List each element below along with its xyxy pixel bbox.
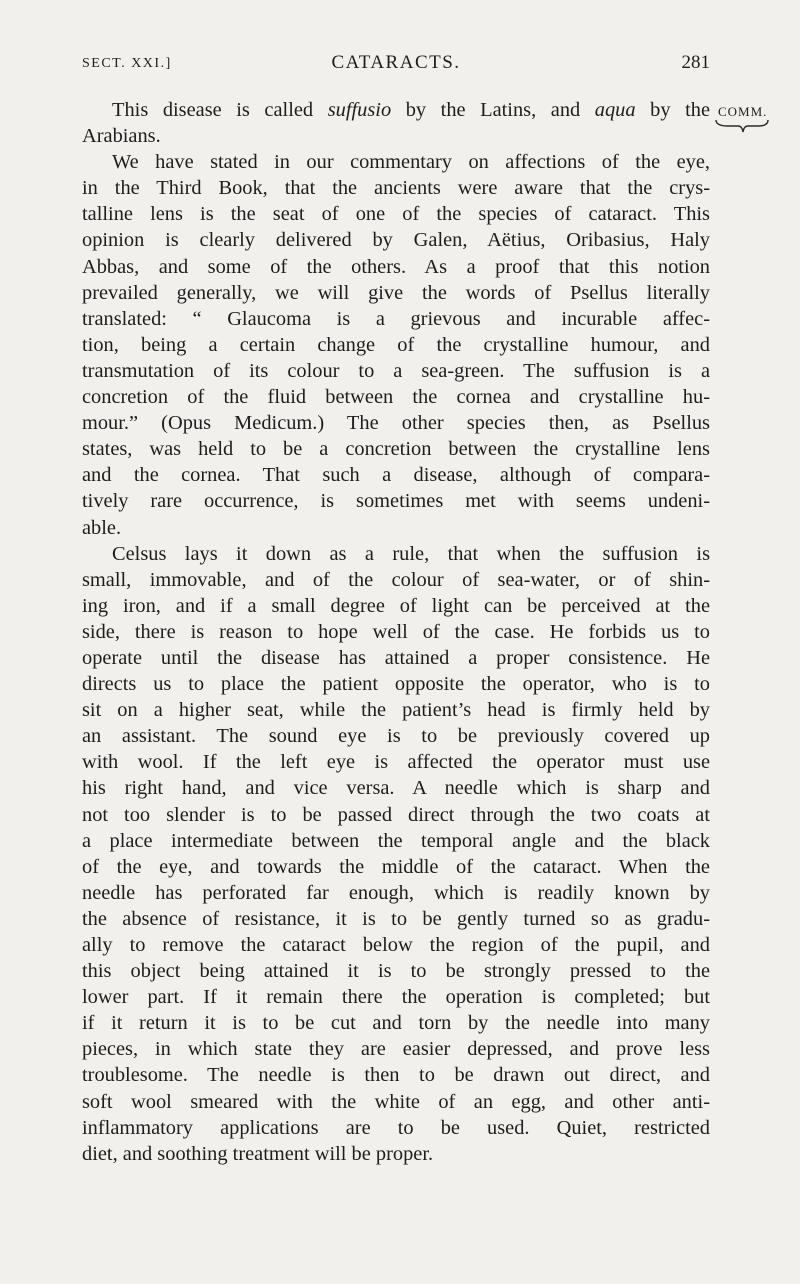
text-line — [82, 567, 710, 593]
text-run: by the Latins, and — [391, 99, 595, 121]
text-run: directs us to place the patient opposite the operator, who is to — [82, 673, 710, 696]
text-line — [82, 671, 710, 697]
text-line — [82, 280, 710, 306]
text-run: Arabians. — [82, 125, 161, 148]
text-line — [82, 123, 710, 149]
italic-term: aqua — [594, 99, 636, 121]
text-run: not too slender is to be passed direct through the two coats at — [82, 803, 710, 826]
text-line — [82, 723, 710, 749]
margin-note: COMM. — [718, 104, 768, 119]
page-number: 281 — [681, 52, 710, 73]
text-run: this object being attained it is to be strongly pressed to the — [82, 960, 710, 983]
text-run: soft wool smeared with the white of an egg, and other anti- — [82, 1090, 710, 1113]
italic-term: suffusio — [327, 99, 392, 121]
text-line — [82, 515, 710, 541]
text-line — [82, 697, 710, 723]
text-line — [82, 254, 710, 280]
text-run: pieces, in which state they are easier depressed, and prove less — [82, 1038, 710, 1061]
text-line — [82, 1115, 710, 1141]
text-run: opinion is clearly delivered by Galen, Aëtius, Oribasius, Haly — [82, 229, 710, 252]
text-run: ing iron, and if a small degree of light can be perceived at the — [82, 594, 710, 617]
text-run: with wool. If the left eye is affected the operator must use — [82, 751, 710, 774]
body-text — [82, 97, 710, 1167]
text-line — [82, 149, 710, 175]
text-run: if it return it is to be cut and torn by the needle into many — [82, 1012, 710, 1035]
text-run: lower part. If it remain there the operation is completed; but — [82, 986, 710, 1009]
text-line — [82, 175, 710, 201]
section-marker: SECT. XXI.] — [82, 56, 172, 71]
text-run: of the eye, and towards the middle of the cataract. When the — [82, 855, 710, 878]
text-line — [82, 906, 710, 932]
text-line — [82, 802, 710, 828]
text-line — [82, 932, 710, 958]
text-line — [82, 488, 710, 514]
text-run: diet, and soothing treatment will be proper. — [82, 1142, 434, 1165]
text-line — [82, 1036, 710, 1062]
text-run: Abbas, and some of the others. As a proof that this notion — [82, 255, 710, 278]
text-run: prevailed generally, we will give the words of Psellus literally — [82, 281, 710, 304]
text-run: We have stated in our commentary on affections of the eye, — [112, 151, 710, 174]
text-run: mour.” (Opus Medicum.) The other species then, as Psellus — [82, 412, 710, 435]
text-run: his right hand, and vice versa. A needle which is sharp and — [82, 777, 710, 800]
text-run: in the Third Book, that the ancients were aware that the crys- — [82, 177, 710, 200]
text-line — [82, 775, 710, 801]
text-run: small, immovable, and of the colour of sea-water, or of shin- — [82, 568, 710, 591]
text-line — [82, 1141, 710, 1167]
text-line — [82, 541, 710, 567]
text-line — [82, 384, 710, 410]
text-line — [82, 97, 710, 123]
text-line — [82, 201, 710, 227]
text-run: the absence of resistance, it is to be gently turned so as gradu- — [82, 907, 710, 930]
text-line — [82, 436, 710, 462]
text-line — [82, 828, 710, 854]
text-run: a place intermediate between the temporal angle and the black — [82, 829, 710, 852]
text-run: ally to remove the cataract below the region of the pupil, and — [82, 934, 710, 956]
text-run: an assistant. The sound eye is to be previously covered up — [82, 725, 710, 748]
text-line — [82, 593, 710, 619]
text-line — [82, 1089, 710, 1115]
text-run: tion, being a certain change of the crystalline humour, and — [82, 333, 710, 356]
text-run: translated: “ Glaucoma is a grievous and incurable affec- — [82, 307, 710, 330]
text-run: transmutation of its colour to a sea-green. The suffusion is a — [82, 359, 710, 382]
text-line — [82, 854, 710, 880]
text-line — [82, 1062, 710, 1088]
margin-brace-icon — [714, 118, 770, 134]
running-header — [82, 52, 710, 80]
text-run: by the — [635, 99, 710, 121]
text-run: Celsus lays it down as a rule, that when the suffusion is — [112, 542, 710, 565]
text-line — [82, 958, 710, 984]
text-line — [82, 306, 710, 332]
text-run: needle has perforated far enough, which is readily known by — [82, 881, 710, 904]
text-run: states, was held to be a concretion between the crystalline lens — [82, 438, 710, 461]
text-run: tively rare occurrence, is sometimes met with seems undeni- — [82, 490, 710, 513]
text-line — [82, 332, 710, 358]
text-line — [82, 227, 710, 253]
text-line — [82, 619, 710, 645]
text-run: This disease is called — [112, 99, 328, 121]
text-run: troublesome. The needle is then to be drawn out direct, and — [82, 1064, 710, 1087]
text-run: and the cornea. That such a disease, although of compara- — [82, 464, 710, 487]
text-line — [82, 645, 710, 671]
text-line — [82, 358, 710, 384]
text-line — [82, 410, 710, 436]
text-run: concretion of the fluid between the cornea and crystalline hu- — [82, 386, 710, 409]
text-run: able. — [82, 516, 122, 539]
text-line — [82, 984, 710, 1010]
text-run: talline lens is the seat of one of the species of cataract. This — [82, 203, 710, 226]
running-title: CATARACTS. — [331, 52, 461, 73]
text-run: inflammatory applications are to be used. Quiet, restricted — [82, 1116, 710, 1139]
text-run: side, there is reason to hope well of the case. He forbids us to — [82, 620, 710, 643]
text-line — [82, 880, 710, 906]
text-run: sit on a higher seat, while the patient’s head is firmly held by — [82, 699, 710, 722]
text-line — [82, 462, 710, 488]
text-line — [82, 1010, 710, 1036]
text-run: operate until the disease has attained a proper consistence. He — [82, 646, 710, 669]
text-line — [82, 749, 710, 775]
